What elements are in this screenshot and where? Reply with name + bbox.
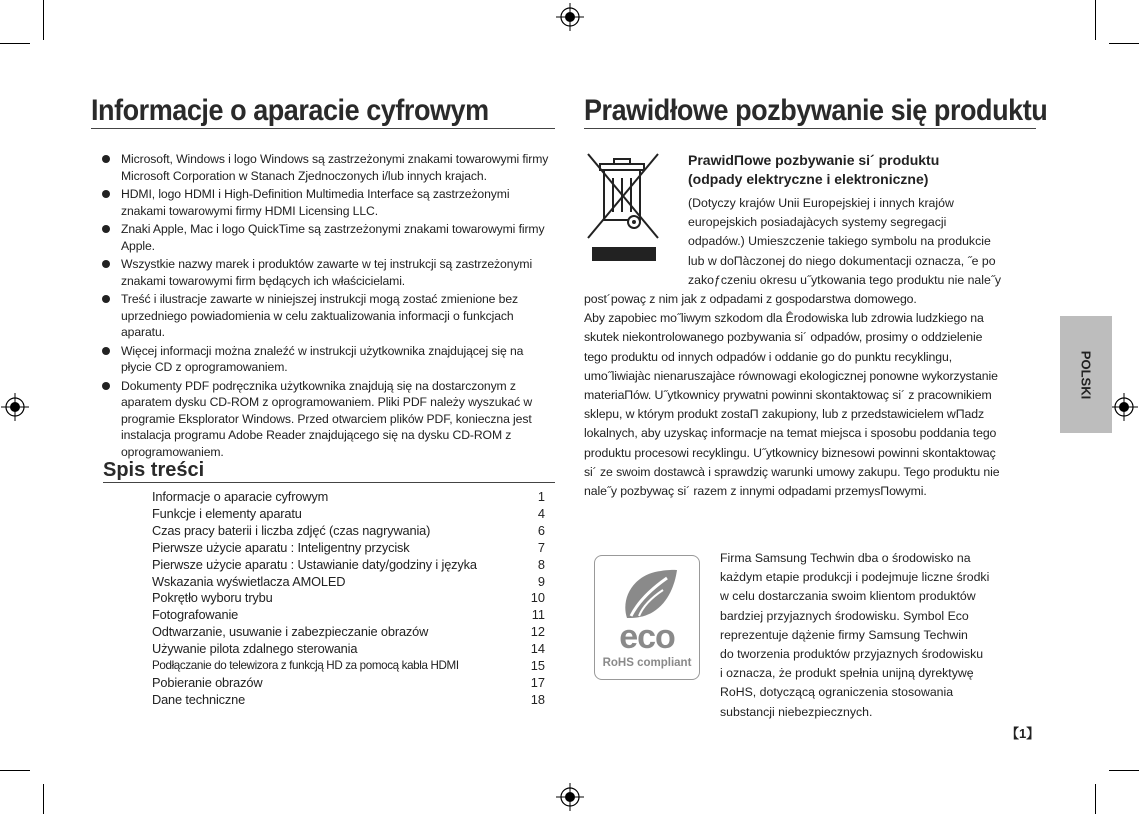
weee-intro <box>688 194 1038 290</box>
text-line: sklepu, w którym produkt zostaΠ zakupiony, lub z przedstawicielem wΠadz <box>584 407 985 422</box>
toc-entry-page: 4 <box>537 505 545 521</box>
text-line: reprezentuje dążenie firmy Samsung Techwin <box>720 627 968 642</box>
list-item: Dokumenty PDF podręcznika użytkownika znajdują się na dostarczonym z aparatem dysku CD-ROM z oprogramowaniem. Pliki PDF należy wyszukać w programie Eksplorator Windows. Przed otwarciem plików PDF, konieczna jest instalacja programu Adobe Reader znajdującego się na dysku CD-ROM z oprogramowaniem. <box>101 378 556 461</box>
list-item: Treść i ilustracje zawarte w niniejszej instrukcji mogą zostać zmienione bez uprzedniego powiadomienia w celu zaktualizowania informacji o funkcjach aparatu. <box>101 291 556 341</box>
crop-mark <box>0 770 30 771</box>
crossed-out-bin-icon <box>586 150 660 264</box>
toc-entry-title: Odtwarzanie, usuwanie i zabezpieczanie obrazów <box>152 624 429 640</box>
toc-row[interactable] <box>152 658 545 675</box>
weee-heading-line-2: (odpady elektryczne i elektroniczne) <box>688 171 929 187</box>
text-line: umo˝liwiajàc nienaruszajàce równowagi ekologicznej ponowne wykorzystanie <box>584 368 998 383</box>
text-line: produktu procesowi recyklingu. U˝ytkownicy biznesowi powinni skontaktowaç <box>584 445 996 460</box>
page-title-left: Informacje o aparacie cyfrowym <box>91 94 489 127</box>
toc-entry-page: 9 <box>537 573 545 589</box>
weee-heading-line-1: PrawidΠowe pozbywanie si´ produktu <box>688 152 940 168</box>
toc-entry-page: 7 <box>537 539 545 555</box>
registration-mark-icon <box>1110 393 1138 421</box>
list-item: Znaki Apple, Mac i logo QuickTime są zastrzeżonymi znakami towarowymi firmy Apple. <box>101 221 556 254</box>
toc-row[interactable] <box>152 641 545 658</box>
text-line: Firma Samsung Techwin dba o środowisko na <box>720 551 971 565</box>
table-of-contents <box>152 489 545 709</box>
registration-mark-icon <box>556 3 584 31</box>
toc-entry-title: Używanie pilota zdalnego sterowania <box>152 641 358 657</box>
toc-entry-title: Pierwsze użycie aparatu : Ustawianie daty/godziny i języka <box>152 556 477 572</box>
toc-entry-title: Fotografowanie <box>152 607 239 623</box>
crop-mark <box>1109 43 1139 44</box>
title-underline <box>584 128 1036 129</box>
toc-entry-title: Dane techniczne <box>152 691 246 707</box>
list-item: Wszystkie nazwy marek i produktów zawarte w tej instrukcji są zastrzeżonymi znakami towarowymi firm będących ich właścicielami. <box>101 256 556 289</box>
title-underline <box>91 128 555 129</box>
text-line: si´ ze swoim dostawcà i sprawdziç warunki umowy zakupu. Tego produktu nie <box>584 464 1000 479</box>
toc-entry-page: 6 <box>537 522 545 538</box>
crop-mark <box>43 0 44 40</box>
text-line: w celu dostarczania swoim klientom produktów <box>720 589 976 604</box>
toc-entry-page: 10 <box>530 590 545 606</box>
toc-entry-page: 8 <box>537 556 545 572</box>
registration-mark-icon <box>556 783 584 811</box>
toc-entry-page: 11 <box>531 607 545 623</box>
list-item: HDMI, logo HDMI i High-Definition Multimedia Interface są zastrzeżonymi znakami towarowymi firmy HDMI Licensing LLC. <box>101 186 556 219</box>
text-line: skutek niekontrolowanego pozbywania si´ odpadów, prosimy o oddzielenie <box>584 330 983 345</box>
text-line: i oznacza, że produkt spełnia unijną dyrektywę <box>720 666 974 681</box>
toc-row[interactable] <box>152 692 545 709</box>
toc-row[interactable] <box>152 489 545 506</box>
crop-mark <box>1095 0 1096 40</box>
toc-entry-page: 18 <box>530 691 545 707</box>
language-tab <box>1060 316 1112 433</box>
toc-row[interactable] <box>152 590 545 607</box>
text-line: europejskich posiadajàcych systemy segregacji <box>688 215 947 230</box>
toc-entry-title: Podłączanie do telewizora z funkcją HD za pomocą kabla HDMI <box>152 659 459 673</box>
toc-entry-page: 1 <box>537 489 545 504</box>
toc-row[interactable] <box>152 540 545 557</box>
text-line: nale˝y pozbywaç si´ razem z innymi odpadami przemysΠowymi. <box>584 484 927 499</box>
text-line: odpadów.) Umieszczenie takiego symbolu na produkcie <box>688 234 991 249</box>
toc-entry-page: 14 <box>530 641 545 657</box>
trademark-list <box>101 151 556 462</box>
text-line: (Dotyczy krajów Unii Europejskiej i innych krajów <box>688 196 954 210</box>
text-line: tego produktu od innych odpadów i oddanie go do punktu recyklingu, <box>584 349 953 364</box>
eco-leaf-icon <box>617 566 679 626</box>
text-line: zakoƒczeniu okresu u˝ytkowania tego produktu nie nale˝y <box>688 272 1002 287</box>
toc-entry-title: Czas pracy baterii i liczba zdjęć (czas nagrywania) <box>152 522 431 538</box>
text-line: materiaΠów. U˝ytkownicy prywatni powinni skontaktowaç si´ z pracownikiem <box>584 388 992 403</box>
text-line: lokalnych, aby uzyskaç informacje na temat miejsca i sposobu poddania tego <box>584 426 997 441</box>
text-line: bardziej przyjaznych środowisku. Symbol Eco <box>720 608 969 623</box>
toc-entry-title: Pokrętło wyboru trybu <box>152 590 273 606</box>
list-item: Więcej informacji można znaleźć w instrukcji użytkownika znajdującej się na płycie CD z oprogramowaniem. <box>101 343 556 376</box>
toc-title: Spis treści <box>103 459 205 481</box>
weee-body <box>584 290 1039 501</box>
language-tab-label: POLSKI <box>1078 350 1094 399</box>
toc-entry-title: Pierwsze użycie aparatu : Inteligentny przycisk <box>152 539 410 555</box>
toc-entry-title: Pobieranie obrazów <box>152 674 263 690</box>
text-line: lub w doΠàczonej do niego dokumentacji oznacza, ˝e po <box>688 253 996 268</box>
toc-row[interactable] <box>152 624 545 641</box>
toc-row[interactable] <box>152 506 545 523</box>
toc-row[interactable] <box>152 574 545 591</box>
toc-row[interactable] <box>152 523 545 540</box>
toc-entry-title: Informacje o aparacie cyfrowym <box>152 489 329 504</box>
page-number: 【1】 <box>1006 726 1040 741</box>
toc-row[interactable] <box>152 557 545 574</box>
page-title-right: Prawidłowe pozbywanie się produktu <box>584 94 1048 127</box>
text-line: do tworzenia produktów przyjaznych środowisku <box>720 647 984 662</box>
eco-description <box>720 549 1030 722</box>
crop-mark <box>1109 770 1139 771</box>
toc-row[interactable] <box>152 675 545 692</box>
toc-row[interactable] <box>152 607 545 624</box>
list-item: Microsoft, Windows i logo Windows są zastrzeżonymi znakami towarowymi firmy Microsoft Corporation w Stanach Zjednoczonych i/lub innych krajach. <box>101 151 556 184</box>
crop-mark <box>43 784 44 814</box>
text-line: każdym etapie produkcji i podejmuje liczne środki <box>720 570 990 585</box>
crop-mark <box>1095 784 1096 814</box>
text-line: substancji niebezpiecznych. <box>720 704 873 719</box>
toc-entry-page: 17 <box>530 674 545 690</box>
registration-mark-icon <box>1 393 29 421</box>
toc-entry-title: Funkcje i elementy aparatu <box>152 505 302 521</box>
text-line: RoHS, dotyczącą ograniczenia stosowania <box>720 685 954 700</box>
toc-entry-title: Wskazania wyświetlacza AMOLED <box>152 573 346 589</box>
toc-entry-page: 12 <box>530 624 545 640</box>
crop-mark <box>0 43 30 44</box>
rohs-caption: RoHS compliant <box>602 657 692 669</box>
text-line: post´powaç z nim jak z odpadami z gospodarstwa domowego. <box>584 292 917 306</box>
toc-entry-page: 15 <box>530 658 545 674</box>
eco-word: eco <box>619 618 675 656</box>
eco-rohs-logo <box>594 555 700 680</box>
toc-underline <box>103 482 555 483</box>
text-line: Aby zapobiec mo˝liwym szkodom dla Êrodowiska lub zdrowia ludzkiego na <box>584 311 984 326</box>
